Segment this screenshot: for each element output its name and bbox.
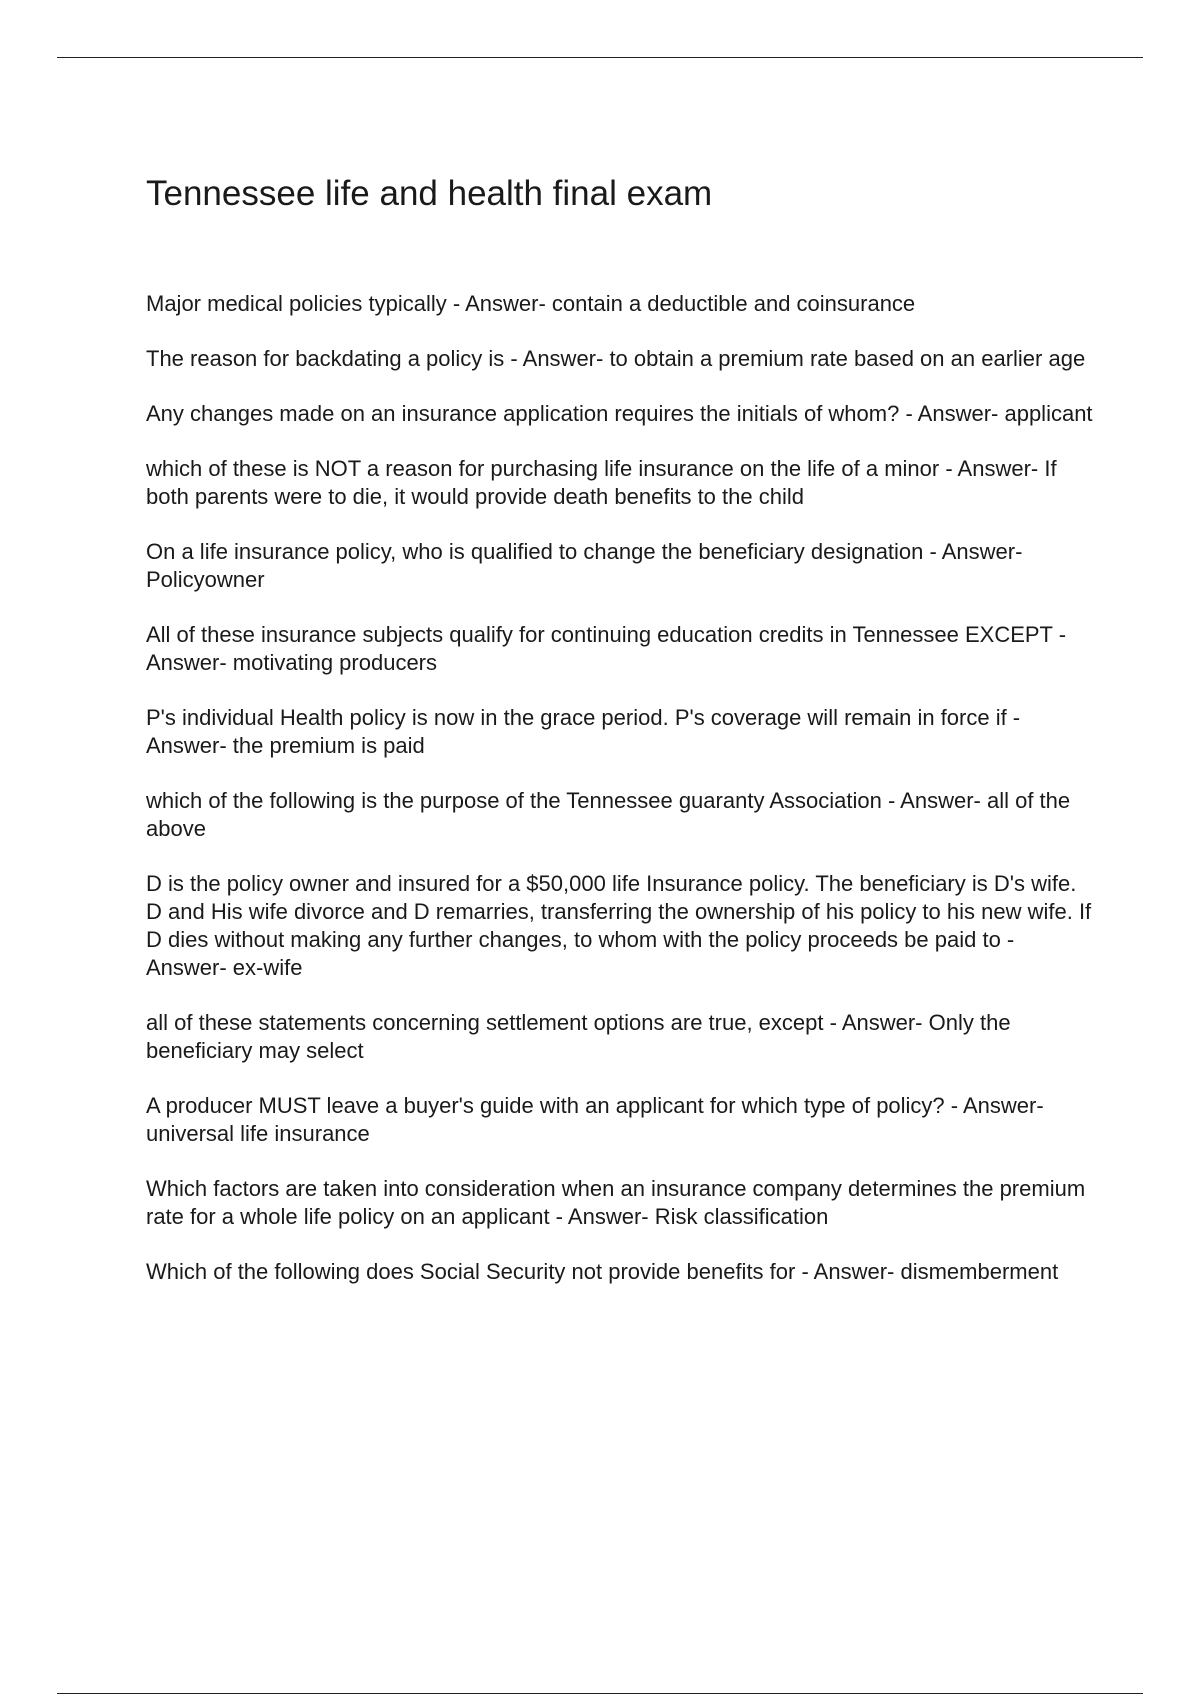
qa-item: The reason for backdating a policy is - Answer- to obtain a premium rate based on an earlier age bbox=[146, 346, 1086, 371]
document-title: Tennessee life and health final exam bbox=[146, 174, 713, 213]
qa-item: All of these insurance subjects qualify for continuing education credits in Tennessee EXCEPT - Answer- motivating producers bbox=[146, 622, 1067, 675]
qa-list bbox=[146, 290, 1096, 1313]
top-rule bbox=[57, 57, 1143, 58]
qa-item: Which of the following does Social Security not provide benefits for - Answer- dismemberment bbox=[146, 1259, 1059, 1284]
qa-item: A producer MUST leave a buyer's guide with an applicant for which type of policy? - Answer- universal life insurance bbox=[146, 1093, 1044, 1146]
qa-item: which of these is NOT a reason for purchasing life insurance on the life of a minor - Answer- If both parents were to die, it would provide death benefits to the child bbox=[146, 456, 1057, 509]
qa-item: all of these statements concerning settlement options are true, except - Answer- Only the beneficiary may select bbox=[146, 1010, 1011, 1063]
qa-item: On a life insurance policy, who is qualified to change the beneficiary designation - Answer- Policyowner bbox=[146, 539, 1023, 592]
qa-item: Which factors are taken into consideration when an insurance company determines the premium rate for a whole life policy on an applicant - Answer- Risk classification bbox=[146, 1176, 1086, 1229]
bottom-rule bbox=[57, 1693, 1143, 1694]
qa-item: P's individual Health policy is now in the grace period. P's coverage will remain in force if - Answer- the premium is paid bbox=[146, 705, 1021, 758]
qa-item: D is the policy owner and insured for a $50,000 life Insurance policy. The beneficiary is D's wife. D and His wife divorce and D remarries, transferring the ownership of his policy to his new wife. If D dies without making any further changes, to whom with the policy proceeds be paid to - Answer- ex-wife bbox=[146, 871, 1092, 980]
qa-item: Major medical policies typically - Answer- contain a deductible and coinsurance bbox=[146, 291, 916, 316]
qa-item: Any changes made on an insurance application requires the initials of whom? - Answer- applicant bbox=[146, 401, 1093, 426]
qa-item: which of the following is the purpose of the Tennessee guaranty Association - Answer- all of the above bbox=[146, 788, 1071, 841]
